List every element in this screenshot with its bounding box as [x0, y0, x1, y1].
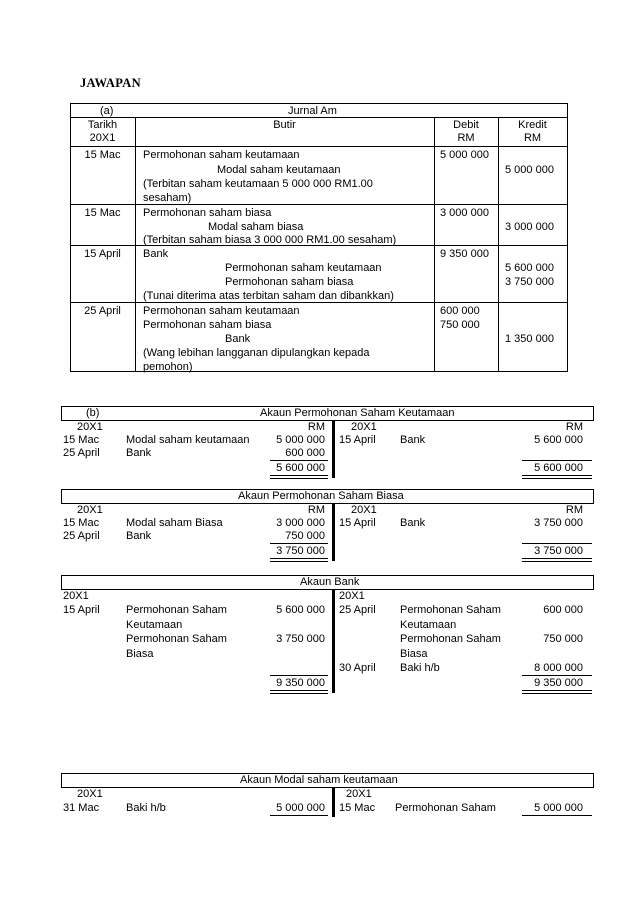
ledger-amount: 5 000 000 [276, 434, 325, 446]
ledger-title: Akaun Bank [300, 576, 360, 588]
ledger-date: 25 April [63, 530, 100, 542]
entry-debit: 9 350 000 [440, 248, 489, 260]
ledger-amount: 3 750 000 [534, 517, 583, 529]
ledger-amount: 600 000 [285, 447, 325, 459]
header-kredit-rm: RM [523, 132, 542, 144]
ledger-year: 20X1 [77, 504, 103, 516]
entry-line: Permohonan saham keutamaan [143, 149, 300, 161]
ledger-desc: Modal saham keutamaan [126, 434, 250, 446]
ledger-desc: Permohonan Saham [400, 604, 501, 616]
ledger-rm: RM [307, 504, 325, 516]
ledger-total: 5 600 000 [276, 462, 325, 474]
ledger-date: 25 April [63, 447, 100, 459]
ledger-amount: 600 000 [543, 604, 583, 616]
ledger-date: 30 April [339, 662, 376, 674]
ledger-desc: Baki h/b [126, 802, 166, 814]
ledger-desc: Bank [126, 530, 152, 542]
ledger-year: 20X1 [77, 421, 103, 433]
entry-credit: 5 000 000 [505, 164, 554, 176]
entry-credit: 3 750 000 [505, 276, 554, 288]
ledger-date: 15 April [63, 604, 100, 616]
ledger-date: 15 Mac [63, 434, 100, 446]
ledger-title: Akaun Permohonan Saham Biasa [238, 490, 404, 502]
ledger-amount: 5 600 000 [534, 434, 583, 446]
ledger-year: 20X1 [346, 788, 372, 800]
entry-date: 15 April [84, 248, 121, 260]
ledger-date: 31 Mac [63, 802, 100, 814]
header-debit: Debit [453, 119, 479, 131]
header-tarikh: Tarikh [87, 119, 118, 131]
entry-date: 15 Mac [84, 149, 121, 161]
ledger-desc: Biasa [400, 648, 428, 660]
ledger-year: 20X1 [63, 590, 89, 602]
entry-line: sesaham) [143, 192, 192, 204]
ledger-desc: Bank [126, 447, 152, 459]
ledger-desc: Permohonan Saham [400, 633, 501, 645]
journal-title: Jurnal Am [288, 105, 337, 117]
ledger-title: Akaun Permohonan Saham Keutamaan [260, 407, 455, 419]
ledger-amount: 750 000 [285, 530, 325, 542]
ledger-year: 20X1 [77, 788, 103, 800]
ledger-desc: Modal saham Biasa [126, 517, 223, 529]
ledger-date: 15 Mac [63, 517, 100, 529]
ledger-desc: Keutamaan [400, 619, 457, 631]
ledger-rm: RM [565, 504, 583, 516]
entry-line: Permohonan saham biasa [225, 276, 354, 288]
ledger-title: Akaun Modal saham keutamaan [240, 774, 398, 786]
ledger-year: 20X1 [351, 504, 377, 516]
ledger-amount: 3 750 000 [276, 633, 325, 645]
header-year: 20X1 [89, 132, 116, 144]
journal-part-label: (a) [100, 105, 114, 117]
entry-credit: 1 350 000 [505, 333, 554, 345]
entry-line: Permohonan saham keutamaan [143, 305, 300, 317]
entry-line: Permohonan saham keutamaan [225, 262, 382, 274]
ledger-amount: 750 000 [543, 633, 583, 645]
ledger-desc: Keutamaan [126, 619, 183, 631]
entry-line: Modal saham keutamaan [217, 164, 341, 176]
entry-line: (Wang lebihan langganan dipulangkan kepada [143, 347, 370, 359]
ledger-total: 3 750 000 [276, 545, 325, 557]
ledger-rm: RM [307, 421, 325, 433]
entry-debit: 3 000 000 [440, 207, 489, 219]
ledger-desc: Bank [400, 434, 426, 446]
ledger-amount: 5 000 000 [276, 802, 325, 814]
entry-line: Bank [143, 248, 169, 260]
entry-line: Modal saham biasa [208, 221, 304, 233]
entry-line: Permohonan saham biasa [143, 207, 272, 219]
ledger-year: 20X1 [339, 590, 365, 602]
entry-date: 25 April [84, 305, 121, 317]
entry-debit: 750 000 [440, 319, 480, 331]
header-kredit: Kredit [518, 119, 547, 131]
ledger-total: 5 600 000 [534, 462, 583, 474]
header-debit-rm: RM [457, 132, 475, 144]
ledger-year: 20X1 [351, 421, 377, 433]
ledger-desc: Bank [400, 517, 426, 529]
page-heading: JAWAPAN [80, 76, 141, 90]
entry-date: 15 Mac [84, 207, 121, 219]
ledger-rm: RM [565, 421, 583, 433]
ledger-date: 15 April [339, 517, 376, 529]
entry-line: (Tunai diterima atas terbitan saham dan dibankkan) [143, 290, 394, 302]
ledger-date: 15 Mac [339, 802, 376, 814]
ledger-total: 3 750 000 [534, 545, 583, 557]
entry-credit: 3 000 000 [505, 221, 554, 233]
ledger-amount: 5 000 000 [534, 802, 583, 814]
ledger-amount: 3 000 000 [276, 517, 325, 529]
ledger-total: 9 350 000 [534, 677, 583, 689]
entry-line: Bank [225, 333, 251, 345]
ledger-desc: Permohonan Saham [126, 604, 227, 616]
entry-line: (Terbitan saham keutamaan 5 000 000 RM1.00 [143, 178, 373, 190]
ledger-amount: 5 600 000 [276, 604, 325, 616]
ledger-desc: Permohonan Saham [395, 802, 496, 814]
ledger-desc: Biasa [126, 648, 154, 660]
ledger-total: 9 350 000 [276, 677, 325, 689]
ledger-desc: Permohonan Saham [126, 633, 227, 645]
entry-debit: 600 000 [440, 305, 480, 317]
ledger-desc: Baki h/b [400, 662, 440, 674]
entry-credit: 5 600 000 [505, 262, 554, 274]
ledger-part-label: (b) [86, 407, 100, 419]
entry-line: (Terbitan saham biasa 3 000 000 RM1.00 sesaham) [143, 234, 397, 246]
ledger-date: 15 April [339, 434, 376, 446]
entry-debit: 5 000 000 [440, 149, 489, 161]
ledger-date: 25 April [339, 604, 376, 616]
entry-line: Permohonan saham biasa [143, 319, 272, 331]
header-butir: Butir [273, 119, 296, 131]
ledger-amount: 8 000 000 [534, 662, 583, 674]
entry-line: pemohon) [143, 361, 193, 373]
